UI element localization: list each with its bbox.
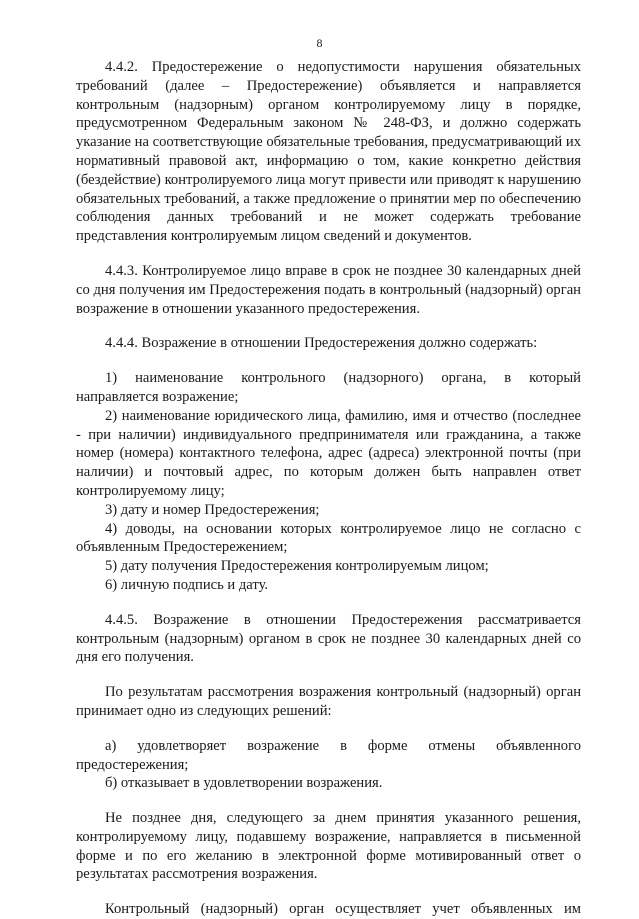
list-item: б) отказывает в удовлетворении возражения. [105,775,383,792]
paragraph-last: Контрольный (надзорный) орган осуществляет учет объявленных им [105,901,581,918]
paragraph-results: По результатам рассмотрения возражения контрольный (надзорный) орган принимает одно из следующих решений: [76,684,581,719]
list-item: 5) дату получения Предостережения контролируемым лицом; [105,558,489,575]
paragraph-4-4-3: 4.4.3. Контролируемое лицо вправе в срок не позднее 30 календарных дней со дня получения им Предостережения подать в контрольный (надзорный) орган возражение в отношении указанного предостережения. [76,262,581,317]
paragraph-4-4-5: 4.4.5. Возражение в отношении Предостережения рассматривается контрольным (надзорным) органом в срок не позднее 30 календарных дней со дня его получения. [76,611,581,666]
list-item: а) удовлетворяет возражение в форме отмены объявленного предостережения; [76,737,581,773]
list-item: 1) наименование контрольного (надзорного) органа, в который направляется возражение; [76,370,581,405]
list-item: 3) дату и номер Предостережения; [105,501,320,518]
list-item: 4) доводы, на основании которых контролируемое лицо не согласно с объявленным Предостережением; [76,520,581,556]
paragraph-4-4-4: 4.4.4. Возражение в отношении Предостережения должно содержать: [105,335,538,352]
page-number: 8 [316,36,323,50]
list-item: 6) личную подпись и дату. [105,576,269,593]
document-body [76,58,581,919]
list-item: 2) наименование юридического лица, фамилию, имя и отчество (последнее - при наличии) индивидуального предпринимателя или гражданина, а также номер (номера) контактного телефона, адрес (адреса) электронной почты (при наличии) и почтовый адрес, по которым должен быть направлен ответ контролируемому лицу; [76,407,581,499]
paragraph-4-4-2: 4.4.2. Предостережение о недопустимости нарушения обязательных требований (далее – Предостережение) объявляется и направляется контрольным (надзорным) органом контролируемому лицу в порядке, предусмотренном Федеральным законом № 248-ФЗ, и должно содержать указание на соответствующие обязательные требования, предусматривающий их нормативный правовой акт, информацию о том, какие конкретно действия (бездействие) контролируемого лица могут привести или приводят к нарушению обязательных требований, а также предложение о принятии мер по обеспечению соблюдения данных требований и не может содержать требование представления контролируемым лицом сведений и документов. [76,59,581,245]
paragraph-reply: Не позднее дня, следующего за днем принятия указанного решения, контролируемому лицу, подавшему возражение, направляется в письменной форме и по его желанию в электронной форме мотивированный ответ о результатах рассмотрения возражения. [76,810,581,883]
